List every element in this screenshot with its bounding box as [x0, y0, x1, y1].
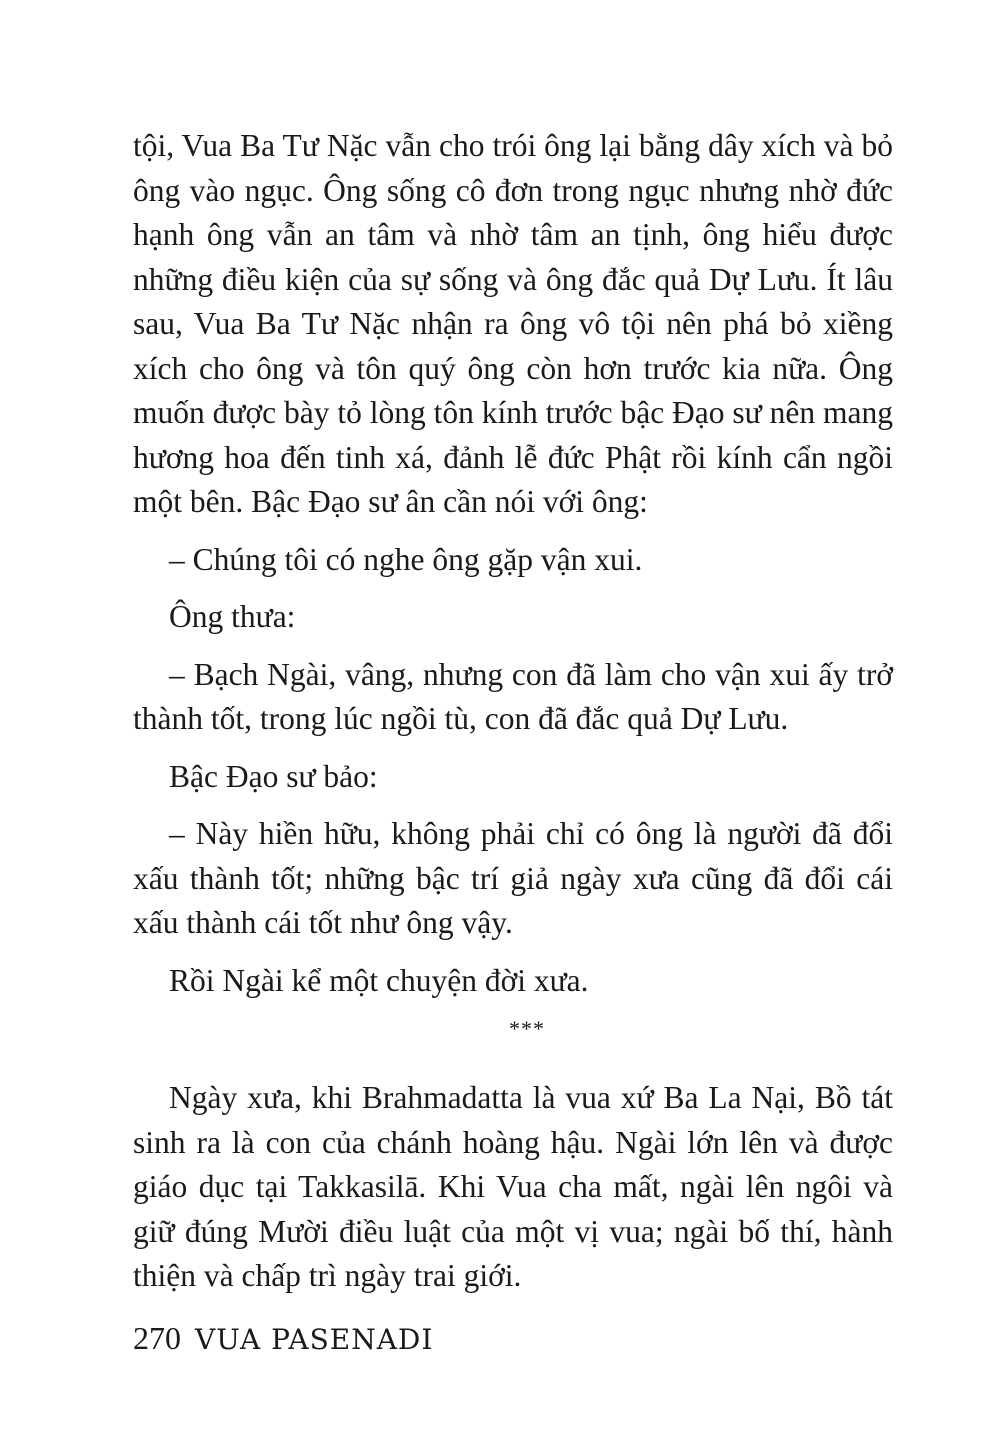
paragraph-prison: tội, Vua Ba Tư Nặc vẫn cho trói ông lại bằng dây xích và bỏ ông vào ngục. Ông sống cô đơn trong ngục nhưng nhờ đức hạnh ông vẫn an tâm và nhờ tâm an tịnh, ông hiểu được những điều kiện của sự sống và ông đắc quả Dự Lưu. Ít lâu sau, Vua Ba Tư Nặc nhận ra ông vô tội nên phá bỏ xiềng xích cho ông và tôn quý ông còn hơn trước kia nữa. Ông muốn được bày tỏ lòng tôn kính trước bậc Đạo sư nên mang hương hoa đến tinh xá, đảnh lễ đức Phật rồi kính cẩn ngồi một bên. Bậc Đạo sư ân cần nói với ông:: [133, 128, 893, 519]
section-separator: ***: [509, 1016, 545, 1041]
page-number: 270: [133, 1320, 181, 1356]
dialogue-intro-2: Bậc Đạo sư bảo:: [169, 758, 378, 794]
paragraph-story: Ngày xưa, khi Brahmadatta là vua xứ Ba La Nại, Bồ tát sinh ra là con của chánh hoàng hậu. Ngài lớn lên và được giáo dục tại Takkasilā. Khi Vua cha mất, ngài lên ngôi và giữ đúng Mười điều luật của một vị vua; ngài bố thí, hành thiện và chấp trì ngày trai giới.: [133, 1080, 893, 1293]
dialogue-buddha-1: – Chúng tôi có nghe ông gặp vận xui.: [169, 541, 643, 577]
running-title: VUA PASENADI: [195, 1323, 434, 1356]
dialogue-intro-1: Ông thưa:: [169, 599, 296, 634]
dialogue-reply: – Bạch Ngài, vâng, nhưng con đã làm cho vận xui ấy trở thành tốt, trong lúc ngồi tù, con đã đắc quả Dự Lưu.: [133, 656, 893, 736]
page-body: [133, 124, 893, 1312]
dialogue-buddha-2: – Này hiền hữu, không phải chỉ có ông là người đã đổi xấu thành tốt; những bậc trí giả ngày xưa cũng đã đổi cái xấu thành cái tốt như ông vậy.: [133, 816, 893, 940]
story-intro: Rồi Ngài kể một chuyện đời xưa.: [169, 962, 589, 998]
page-footer: [133, 1320, 433, 1357]
